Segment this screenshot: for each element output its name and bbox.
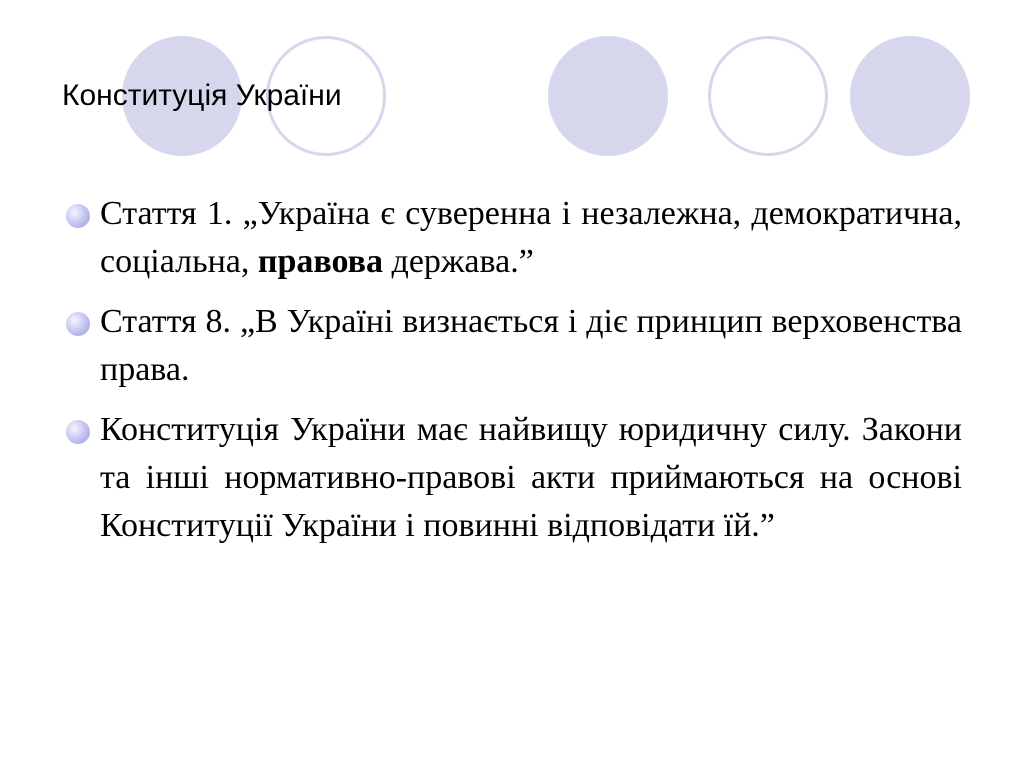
decorative-circle-filled bbox=[850, 36, 970, 156]
decorative-circle-filled bbox=[548, 36, 668, 156]
bullet-text: Конституція України має найвищу юридичну силу. Закони та інші нормативно-правові акти приймаються на основі Конституції України і повинні відповідати їй.” bbox=[100, 411, 962, 544]
bullet-text-end: держава.” bbox=[383, 243, 534, 280]
sphere-bullet-icon bbox=[66, 204, 90, 228]
slide-content bbox=[66, 190, 962, 562]
sphere-bullet-icon bbox=[66, 420, 90, 444]
bullet-item bbox=[66, 406, 962, 550]
bullet-item bbox=[66, 298, 962, 394]
bullet-text: Стаття 1. „Україна є суверенна і незалежна, демократична, соціальна, bbox=[100, 195, 962, 280]
bullet-item bbox=[66, 190, 962, 286]
sphere-bullet-icon bbox=[66, 312, 90, 336]
slide-title: Конституція України bbox=[62, 79, 342, 112]
bullet-text: Стаття 8. „В Україні визнається і діє принцип верховенства права. bbox=[100, 303, 962, 388]
decorative-circle-outline bbox=[708, 36, 828, 156]
bullet-text-bold: правова bbox=[257, 243, 384, 280]
